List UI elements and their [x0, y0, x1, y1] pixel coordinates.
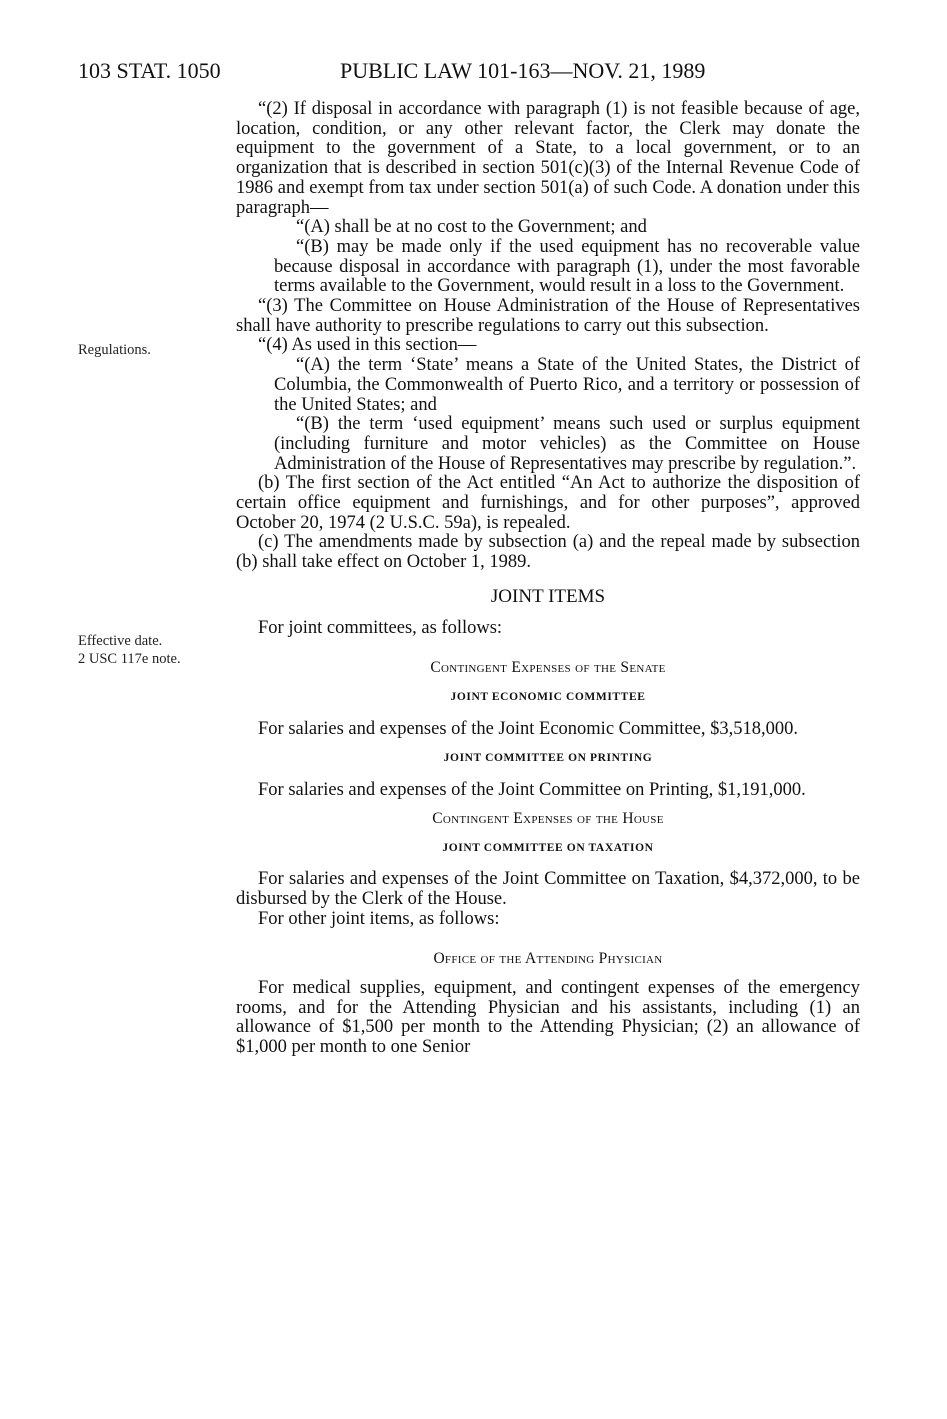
attending-physician-heading: Office of the Attending Physician: [433, 950, 663, 968]
document-body: [236, 100, 860, 1058]
paragraph-3: “(3) The Committee on House Administration of the House of Representatives shall have authority to prescribe regulations to carry out this subsection.: [236, 296, 860, 336]
margin-note-regulations: Regulations.: [78, 342, 151, 358]
paragraph-4a: “(A) the term ‘State’ means a State of the United States, the District of Columbia, the Commonwealth of Puerto Rico, and a territory or possession of the United States; and: [274, 355, 860, 415]
joint-taxation-text: For salaries and expenses of the Joint Committee on Taxation, $4,372,000, to be disbursed by the Clerk of the House.: [236, 869, 860, 909]
joint-items-heading: JOINT ITEMS: [490, 585, 606, 607]
senate-expenses-heading: Contingent Expenses of the Senate: [430, 659, 666, 677]
paragraph-2: “(2) If disposal in accordance with paragraph (1) is not feasible because of age, location, condition, or any other relevant factor, the Clerk may donate the equipment to the government of a State, to a local government, or to an organization that is described in section 501(c)(3) of the Internal Revenue Code of 1986 and exempt from tax under section 501(a) of such Code. A donation under this paragraph—: [236, 99, 860, 218]
statute-page-number: 103 STAT. 1050: [78, 58, 221, 83]
joint-taxation-heading: JOINT COMMITTEE ON TAXATION: [442, 841, 654, 854]
joint-committees-intro: For joint committees, as follows:: [258, 617, 503, 638]
joint-economic-committee-heading: JOINT ECONOMIC COMMITTEE: [450, 690, 646, 703]
margin-note-effective-date: Effective date.: [78, 633, 163, 649]
joint-printing-heading: JOINT COMMITTEE ON PRINTING: [443, 752, 653, 765]
joint-economic-committee-text: For salaries and expenses of the Joint Economic Committee, $3,518,000.: [258, 718, 798, 739]
paragraph-4: “(4) As used in this section—: [258, 335, 477, 356]
margin-note-usc: 2 USC 117e note.: [78, 651, 181, 667]
paragraph-4b: “(B) the term ‘used equipment’ means such used or surplus equipment (including furniture and motor vehicles) as the Committee on House Administration of the House of Representatives may prescribe by regulation.”.: [274, 414, 860, 474]
paragraph-b: (b) The first section of the Act entitled “An Act to authorize the disposition of certain office equipment and furnishings, and for other purposes”, approved October 20, 1974 (2 U.S.C. 59a), is repealed.: [236, 473, 860, 533]
other-joint-items-intro: For other joint items, as follows:: [258, 908, 500, 929]
paragraph-2a: “(A) shall be at no cost to the Government; and: [296, 217, 647, 238]
joint-printing-text: For salaries and expenses of the Joint Committee on Printing, $1,191,000.: [258, 780, 806, 801]
attending-physician-text: For medical supplies, equipment, and contingent expenses of the emergency rooms, and for the Attending Physician and his assistants, including (1) an allowance of $1,500 per month to the Attending Physician; (2) an allowance of $1,000 per month to one Senior: [236, 978, 860, 1058]
paragraph-c: (c) The amendments made by subsection (a) and the repeal made by subsection (b) shall take effect on October 1, 1989.: [236, 532, 860, 573]
public-law-title: PUBLIC LAW 101-163—NOV. 21, 1989: [340, 58, 706, 83]
paragraph-2b: “(B) may be made only if the used equipment has no recoverable value because disposal in accordance with paragraph (1), under the most favorable terms available to the Government, would result in a loss to the Government.: [274, 236, 860, 297]
house-expenses-heading: Contingent Expenses of the House: [432, 809, 664, 827]
